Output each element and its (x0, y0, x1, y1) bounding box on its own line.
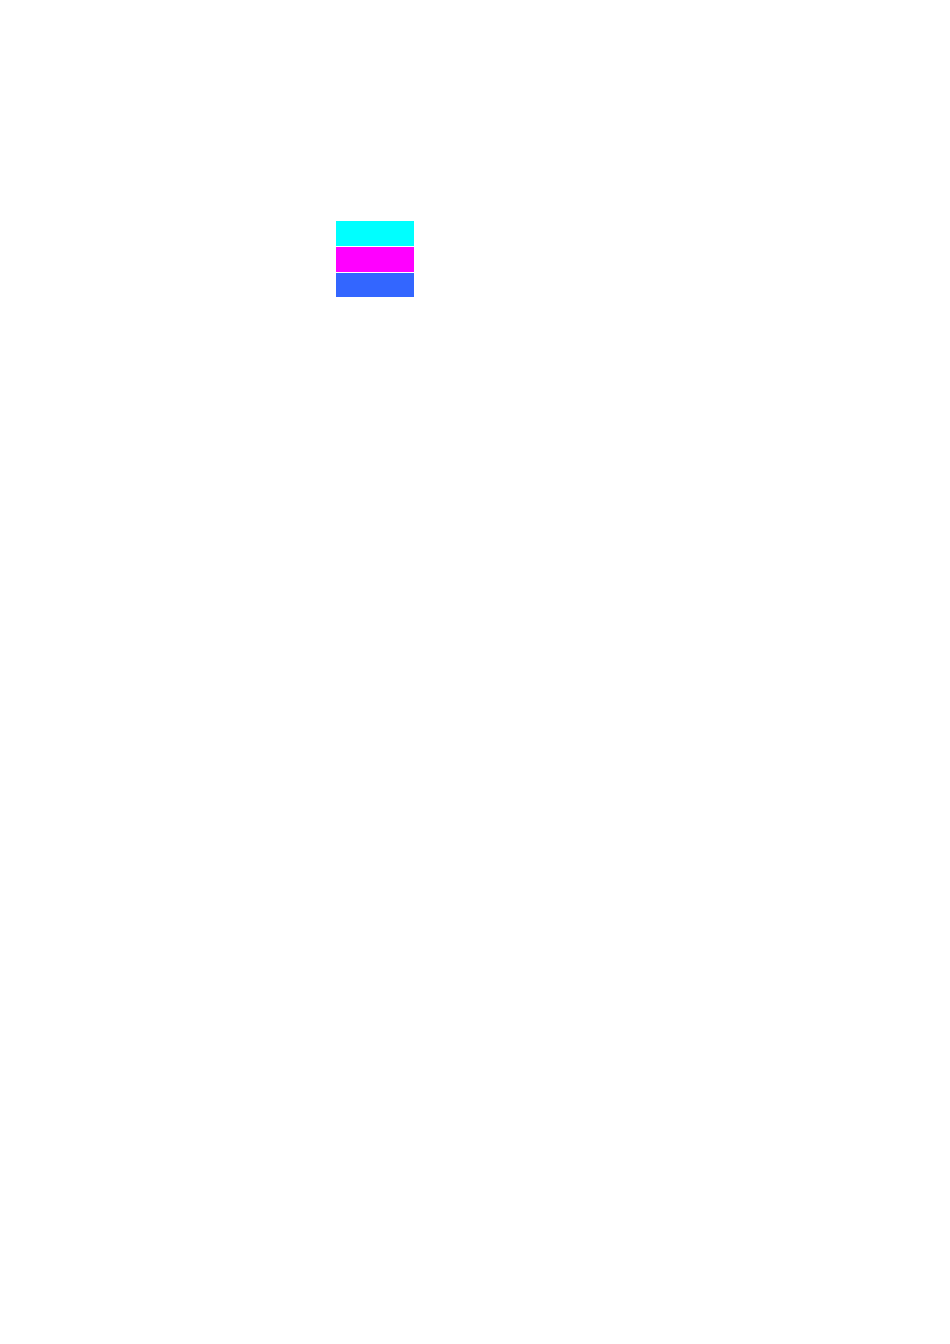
outer-diameter-value-fill (336, 273, 414, 297)
pressure-value-fill (336, 221, 414, 246)
capacity-value-fill (336, 247, 414, 272)
input-value-note (472, 221, 506, 245)
